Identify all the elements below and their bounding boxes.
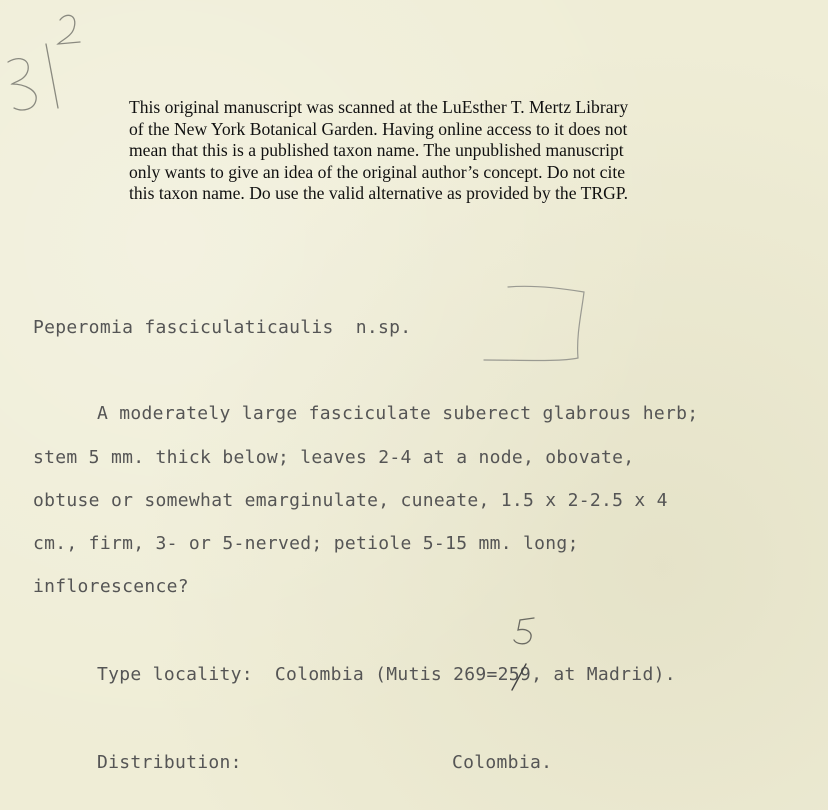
description-line-1: A moderately large fasciculate suberect glabrous herb; — [97, 403, 699, 424]
correction-digit-mark — [514, 618, 534, 644]
distribution-value: Colombia. — [452, 752, 553, 773]
pencil-bracket — [484, 286, 584, 360]
type-locality-value: Colombia (Mutis 269=259, at Madrid). — [274, 664, 676, 685]
notice-line-4: only wants to give an idea of the original author’s concept. Do not cite — [129, 161, 626, 182]
notice-line-1: This original manuscript was scanned at the LuEsther T. Mertz Library — [129, 97, 629, 117]
species-name: Peperomia fasciculaticaulis — [33, 317, 334, 338]
strike-mark — [512, 664, 526, 690]
species-status: n.sp. — [355, 317, 412, 338]
corner-handwritten-note — [8, 15, 80, 110]
description-line-2: stem 5 mm. thick below; leaves 2-4 at a node, obovate, — [33, 447, 635, 468]
description-line-5: inflorescence? — [33, 576, 189, 597]
notice-line-3: mean that this is a published taxon name. The unpublished manuscript — [129, 140, 624, 161]
distribution-label: Distribution: — [97, 752, 242, 773]
notice-line-2: of the New York Botanical Garden. Having online access to it does not — [129, 118, 628, 139]
description-line-3: obtuse or somewhat emarginulate, cuneate, 1.5 x 2-2.5 x 4 — [33, 490, 668, 511]
notice-line-5: this taxon name. Do use the valid alternative as provided by the TRGP. — [129, 183, 629, 204]
description-line-4: cm., firm, 3- or 5-nerved; petiole 5-15 mm. long; — [33, 533, 579, 554]
type-locality-label: Type locality: — [97, 664, 253, 685]
